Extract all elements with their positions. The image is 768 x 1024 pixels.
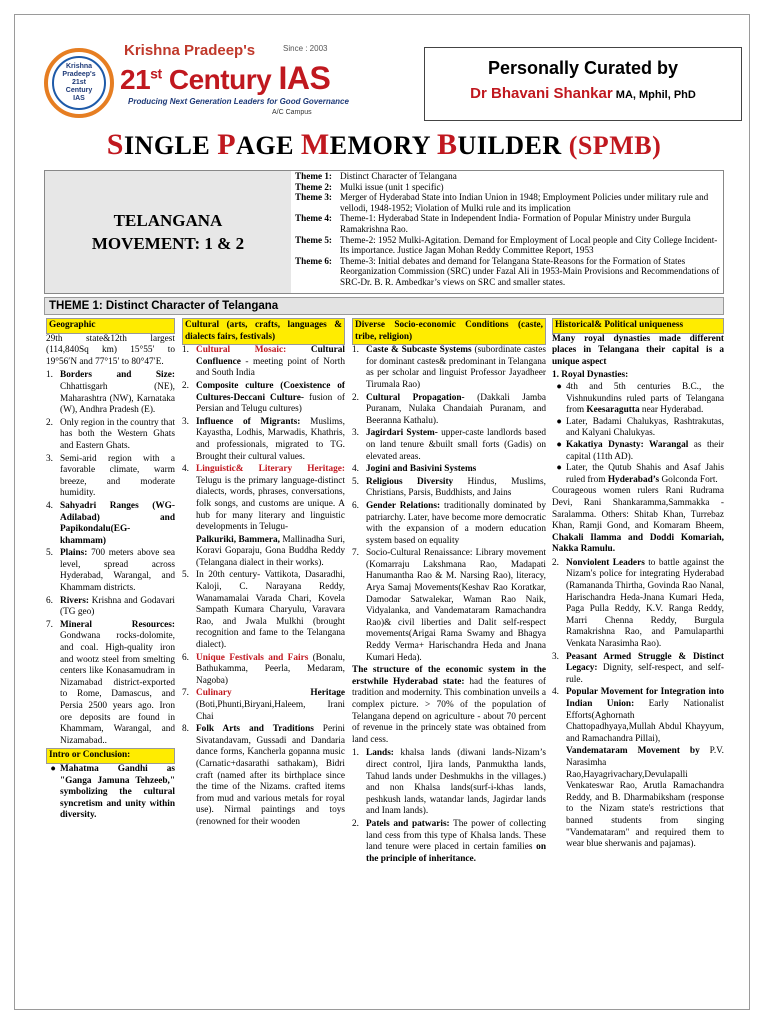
column-geographic: [46, 318, 175, 822]
list-item: 7. Culinary Heritage (Boti,Phunti,Biryani,Haleem, Irani Chai: [182, 688, 345, 722]
list-item: 3. Influence of Migrants: Muslims, Kayastha, Lodhis, Marwadis, Khathris, and professionals, migrated to TG. Brought their cultural values.: [182, 416, 345, 462]
brand-name: Krishna Pradeep's: [124, 42, 256, 59]
theme-row: [295, 235, 723, 256]
intro-conclusion-heading: Intro or Conclusion:: [46, 748, 175, 764]
list-item: 3. Jagirdari System- upper-caste landlords based on land tenure &built small forts (Gadis) on elevated areas.: [352, 428, 546, 462]
theme-text: Mulki issue (unit 1 specific): [340, 181, 444, 192]
historical-intro: Many royal dynasties made different places in Telangana their capital is a unique aspect: [552, 333, 724, 367]
list-item: 2. Patels and patwaris: The power of collecting land cess from this type of Khalsa lands. These land tenure were placed in certain families on the principle of inheritance.: [352, 818, 546, 864]
brand-since: Since : 2003: [283, 44, 328, 53]
geographic-intro: 29th state&12th largest (114,840Sq km) 15°55′ to 19°56′N and 77°15′ to 80°47′E.: [46, 333, 175, 367]
theme-list: [295, 171, 723, 288]
theme-row: [295, 256, 723, 288]
list-item: 2. Only region in the country that has both the Western Ghats and Eastern Ghats.: [46, 417, 175, 451]
list-item: 6. Rivers: Krishna and Godavari (TG geo): [46, 595, 175, 618]
theme-key: Theme 4:: [295, 213, 332, 224]
list-item: 1. Cultural Mosaic: Cultural Confluence - meeting point of North and South India: [182, 345, 345, 379]
list-item: 7. Mineral Resources: Gondwana rocks-dolomite, and coal. High-quality iron and wootz steel from smelting centers like Konasamudram in Nizamabad district-exported to Rome, Damascus, and Persia 2500 years ago. Iron ore deposits are found in Khammam, Warangal, and Nizamabad..: [46, 619, 175, 746]
logo-text-5: IAS: [73, 95, 85, 102]
logo-text-2: Pradeep's: [62, 71, 96, 78]
theme-key: Theme 5:: [295, 234, 332, 245]
topic-title: TELANGANA MOVEMENT: 1 & 2: [45, 171, 291, 293]
list-item: 1. Lands: khalsa lands (diwani lands-Nizam’s direct control, Ijira lands, Panmuktha lands, Tahud lands under Deshmukhs in the villages.) and non Khalsa lands(surf-i-khas lands, peshkush lands, watandar lands, Jagirdar lands and Inam lands).: [352, 748, 546, 817]
list-item: 4. Linguistic& Literary Heritage: Telugu is the primary language-distinct dialects, words, phrases, conversations, folk songs, and customs are unique. A hub for many literary and linguistic developments in Telugu-: [182, 464, 345, 533]
list-item: 2. Cultural Propagation- (Dakkali Jamba Puranam, Nulaka Chandaiah Puranam, and Beeranna Kathalu).: [352, 392, 546, 426]
theme-box: [44, 170, 724, 294]
curator-name: Dr Bhavani Shankar MA, Mphil, PhD: [470, 85, 696, 102]
socio-economic-heading: Diverse Socio-economic Conditions (caste, tribe, religion): [352, 318, 546, 345]
institute-logo: [44, 48, 114, 118]
dynasty-bullet: ● 4th and 5th centuries B.C., the Vishnukundins ruled parts of Telangana from Keesaragutta near Hyderabad.: [556, 381, 724, 416]
list-item: 8. Folk Arts and Traditions Perini Sivatandavam, Gussadi and Dandaria dance forms, Kancherla gopanna music (Carnatic+dasarathi sathakam), Bidri craft (named after its birthplace since the time of the Nizams. crafted items from mud and various metals for royal use). Nirmal paintings and toys (renowned for their wooden: [182, 724, 345, 827]
list-item: 3. Peasant Armed Struggle & Distinct Legacy: Dignity, self-respect, and self-rule.: [552, 651, 724, 685]
historical-heading: Historical& Political uniqueness: [552, 318, 724, 334]
cultural-heading: Cultural (arts, crafts, languages & dialects fairs, festivals): [182, 318, 345, 345]
theme-text: Theme-2: 1952 Mulki-Agitation. Demand for Employment of Local people and City College Incident- Its importance. Justice Jagan Mohan Reddy Committee Report, 1953: [340, 234, 718, 256]
page-title: SINGLE PAGE MEMORY BUILDER (SPMB): [106, 128, 662, 161]
theme-row: [295, 192, 723, 213]
column-historical: [552, 318, 724, 852]
theme-text: Merger of Hyderabad State into Indian Union in 1948; Employment Policies under military rule and vellodi, 1948-1952; Violation of Mulki rule and its implication: [340, 192, 709, 213]
dynasty-bullet: ● Later, the Qutub Shahis and Asaf Jahis ruled from Hyderabad’s Golconda Fort.: [556, 463, 724, 485]
list-item: 2. Composite culture (Coexistence of Cultures-Deccani Culture- fusion of Persian and Telugu cultures): [182, 380, 345, 415]
list-item: 6. Gender Relations: traditionally dominated by patriarchy. Later, have become more democratic with the expansion of a modern education system based on equality: [352, 500, 546, 546]
conclusion-bullet: ● Mahatma Gandhi as "Ganga Jamuna Tehzeeb," symbolizing the cultural syncretism and unity within diversity.: [50, 763, 175, 821]
list-item: 3. Semi-arid region with a favorable climate, warm breeze, and moderate humidity.: [46, 453, 175, 499]
theme-row: [295, 171, 723, 182]
royal-dynasties-heading: 1. Royal Dynasties:: [552, 370, 629, 381]
theme-row: [295, 182, 723, 193]
list-item: Vandemataram Movement by P.V. Narasimha Rao,Hayagrivachary,Devulapalli Venkateswar Rao, Arutla Ramachandra Reddy, and B. Dharmabiksham (response to the Nizam state's restrictions that banned students from singing "Vandemataram" and required them to wear blue sherwanis and pajamas).: [566, 746, 724, 850]
list-item: 1. Borders and Size: Chhattisgarh (NE), Maharashtra (NW), Karnataka (W), Andhra Pradesh (E).: [46, 370, 175, 416]
theme-key: Theme 6:: [295, 255, 332, 266]
column-socio-economic: [352, 318, 546, 866]
theme-key: Theme 1:: [295, 171, 332, 181]
theme1-heading: THEME 1: Distinct Character of Telangana: [44, 297, 724, 315]
list-item: 1. Caste & Subcaste Systems (subordinate castes for dominant castes& predominant in Telangana as per scholar and linguist Professor Jayadheer Tirumala Rao): [352, 345, 546, 390]
list-item: 4. Sahyadri Ranges (WG-Adilabad) and Papikondalu(EG-khammam): [46, 500, 175, 546]
curator-box: [424, 47, 742, 121]
list-item: 2. Nonviolent Leaders to battle against the Nizam's police for integrating Hyderabad (Ramananda Thirtha, Govinda Rao Nanal, Harischandra Heda-Jnana Kumari Heda, Paga Pulla Reddy, K.V. Ranga Reddy, Marri Chenna Reddy, Burgula Ramakrishna Rao, and Pamulaparthi Venkata Narasimha Rao).: [552, 557, 724, 650]
women-rulers-para: Courageous women rulers Rani Rudrama Devi, Rani Shankaramma,Sammakka - Saralamma. Others: Shitab Khan, Turrebaz Khan, Ramji Gond, and Komaram Bheem, Chakali Ilamma and Doddi Komariah, Nakka Ramulu.: [552, 486, 724, 555]
theme-key: Theme 2:: [295, 181, 332, 192]
theme-text: Distinct Character of Telangana: [340, 171, 457, 181]
list-item: Palkuriki, Bammera, Mallinadha Suri, Koravi Goparaju, Gona Buddha Reddy (Telangana dialect in their works).: [196, 534, 345, 568]
dynasty-bullet: ● Kakatiya Dynasty: Warangal as their capital (11th AD).: [556, 439, 724, 462]
dynasty-bullet: ● Later, Badami Chalukyas, Rashtrakutas, and Kalyani Chalukyas.: [556, 416, 724, 439]
list-item: 6. Unique Festivals and Fairs (Bonalu, Bathukamma, Peerla, Medaram, Nagoba): [182, 652, 345, 686]
theme-key: Theme 3:: [295, 192, 332, 203]
brand-campus: A/C Campus: [272, 109, 312, 116]
brand-main-title: 21st Century IAS: [120, 60, 331, 96]
list-item: 5. Plains: 700 meters above sea level, spread across Hyderabad, Warangal, and Khammam districts.: [46, 548, 175, 594]
logo-text-4: Century: [65, 87, 93, 94]
curated-label: Personally Curated by: [487, 58, 679, 78]
list-item: 5. Religious Diversity Hindus, Muslims, Christians, Parsis, Buddhists, and Jains: [352, 476, 546, 499]
list-item: 4. Jogini and Basivini Systems: [352, 464, 477, 475]
column-cultural: [182, 318, 345, 830]
logo-text-1: Krishna: [65, 63, 93, 70]
list-item: 7. Socio-Cultural Renaissance: Library movement (Komarraju Lakshmana Rao, Madapati Hanumantha Rao & M. Narsing Rao), literacy, Arya Samaj Movements(Keshav Rao Koratkar, Damodar Satwalekar, Waman Rao Naik, Vidyalanka, and Vandemataram Ramachandra Rao)& civil liberties and Dalit self-respect movements(Arigai Rama Swamy and Bhagya Reddy Verma+ Harischandra Heda and Jnana Kumari Heda).: [352, 548, 546, 663]
brand-tagline: Producing Next Generation Leaders for Good Governance: [128, 97, 349, 106]
theme-text: Theme-1: Hyderabad State in Independent India- Formation of Popular Ministry under Burgula Ramakrishna Rao.: [340, 213, 691, 234]
theme-row: [295, 213, 723, 234]
list-item: 5. In 20th century- Vattikota, Dasaradhi, Kaloji, C. Narayana Reddy, Wanamamalai Varada Chari, Kovela Sampath Kumara Charyulu, Varavara Rao, and Jwala Mulkhi (brought recognition and fame to the Telangana dialect).: [182, 570, 345, 651]
economic-structure-para: The structure of the economic system in the erstwhile Hyderabad state: had the features of tradition and modernity. This combination unveils a complex picture. > 70% of the population of Telangana depend on agriculture - about 70 percent of revenue in the princely state was obtained from land cess.: [352, 665, 546, 745]
theme-text: Theme-3: Initial debates and demand for Telangana State-Reasons for the Formation of States Reorganization Commission (SRC) under Fazal Ali in 1953-Main Provisions and Recommendations of SRC-Dr. B. R. Ambedkar’s views on SRC and smaller states.: [340, 255, 720, 287]
geographic-heading: Geographic: [46, 318, 175, 334]
list-item: 4. Popular Movement for Integration into Indian Union: Early Nationalist Efforts(Aghornath Chattopadhyaya,Mullah Abdul Khayyum, and Ramachandra Pillai),: [552, 687, 724, 744]
logo-text-3: 21st: [71, 79, 86, 86]
